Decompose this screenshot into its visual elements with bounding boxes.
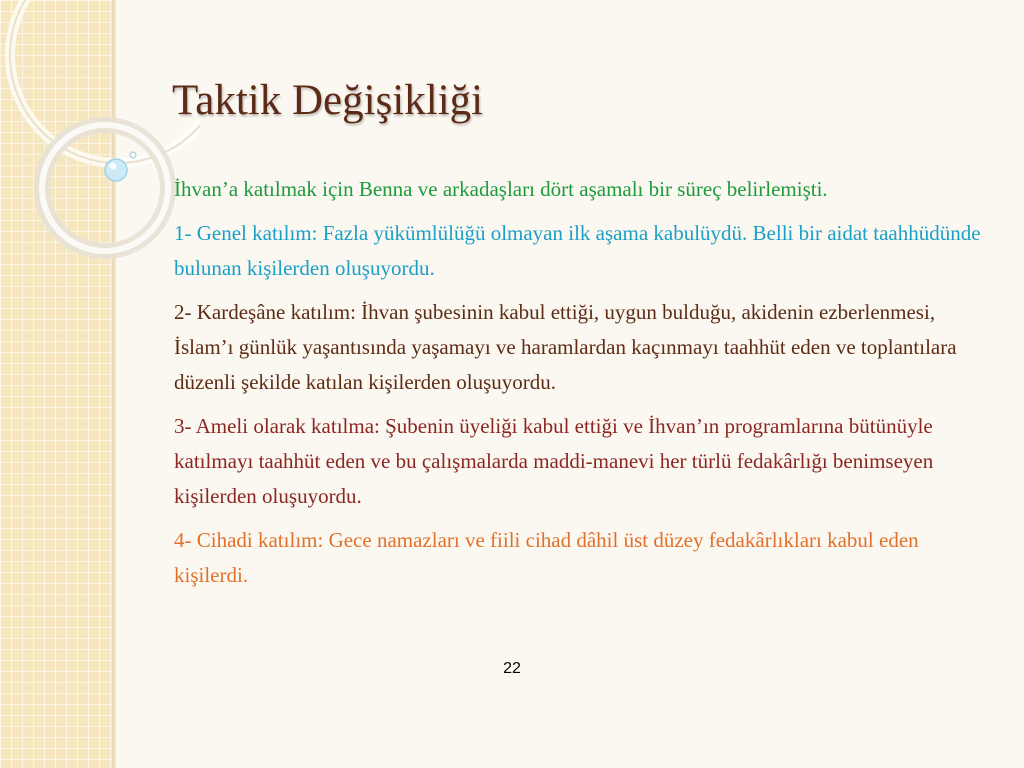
stage-4-paragraph: 4- Cihadi katılım: Gece namazları ve fiili cihad dâhil üst düzey fedakârlıkları kabul eden kişilerdi. [174,528,919,587]
slide-page-number: 22 [503,660,521,677]
slide-title: Taktik Değişikliği [172,77,484,124]
stage-3-paragraph: 3- Ameli olarak katılma: Şubenin üyeliği kabul ettiği ve İhvan’ın programlarına bütünüyle katılmayı taahhüt eden ve bu çalışmalarda maddi-manevi her türlü fedakârlığı benimseyen kişilerden oluşuyordu. [174,414,934,508]
bubble-decoration [105,159,127,181]
stage-1-paragraph: 1- Genel katılım: Fazla yükümlülüğü olmayan ilk aşama kabulüydü. Belli bir aidat taahhüdünde bulunan kişilerden oluşuyordu. [174,221,981,280]
decorative-circles [0,0,200,300]
intro-paragraph: İhvan’a katılmak için Benna ve arkadaşları dört aşamalı bir süreç belirlemişti. [174,177,828,201]
slide-body [174,172,989,602]
stage-2-paragraph: 2- Kardeşâne katılım: İhvan şubesinin kabul ettiği, uygun bulduğu, akidenin ezberlenmesi, İslam’ı günlük yaşantısında yaşamayı ve haramlardan kaçınmayı taahhüt eden ve toplantılara düzenli şekilde katılan kişilerden oluşuyordu. [174,300,957,394]
